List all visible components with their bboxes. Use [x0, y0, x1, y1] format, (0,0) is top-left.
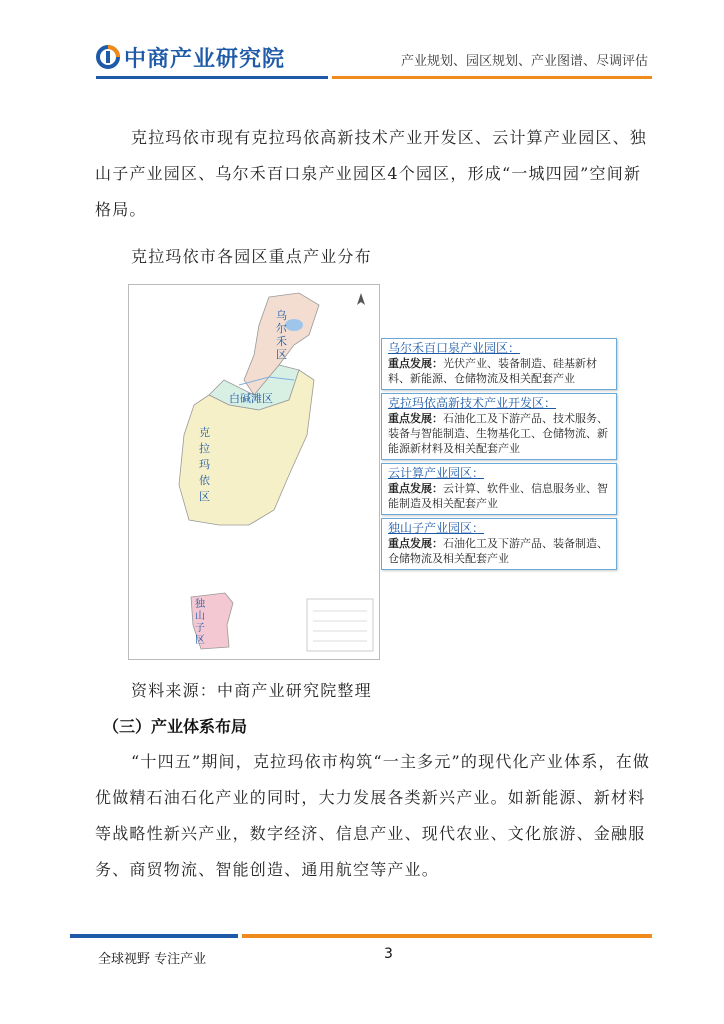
paragraph-parks: 克拉玛依市现有克拉玛依高新技术产业开发区、云计算产业园区、独山子产业园区、乌尔禾百口泉产业园区4个园区，形成“一城四园”空间新格局。 [95, 128, 648, 219]
callout-key: 重点发展： [388, 537, 443, 550]
callout-dushanzi [381, 518, 617, 570]
footer-rule-blue [70, 934, 238, 938]
callout-title: 独山子产业园区： [388, 521, 485, 535]
paragraph-industry-system: “十四五”期间，克拉玛依市构筑“一主多元”的现代化产业体系，在做优做精石油石化产业的同时，大力发展各类新兴产业。如新能源、新材料等战略性新兴产业，数字经济、信息产业、现代农业、文化旅游、金融服务、商贸物流、智能创造、通用航空等产业。 [95, 752, 651, 879]
callout-key: 重点发展： [388, 357, 443, 370]
callout-title: 乌尔禾百口泉产业园区： [388, 341, 521, 355]
callout-cloud [381, 463, 617, 515]
section-heading: （三）产业体系布局 [103, 717, 248, 736]
callout-wuerhe [381, 338, 617, 390]
callout-title: 克拉玛依高新技术产业开发区： [388, 396, 557, 410]
callout-text [388, 481, 610, 511]
callout-key: 重点发展： [388, 482, 443, 495]
header-rule-blue [96, 76, 328, 79]
callout-body: 光伏产业、装备制造、硅基新材料、新能源、仓储物流及相关配套产业 [388, 357, 597, 385]
footer-rule-orange [242, 934, 652, 938]
map-label-baijiantan: 白碱滩区 [229, 392, 273, 405]
callout-body: 石油化工及下游产品、技术服务、装备与智能制造、生物基化工、仓储物流、新能源新材料及相关配套产业 [388, 412, 608, 455]
map-label-dushanzi: 独山子区 [195, 599, 205, 646]
district-map [128, 284, 380, 660]
figure-source: 资料来源：中商产业研究院整理 [131, 681, 372, 700]
logo-icon [96, 45, 120, 69]
callout-title: 云计算产业园区： [388, 466, 485, 480]
footer-slogan: 全球视野 专注产业 [98, 952, 207, 967]
callout-hightech [381, 393, 617, 460]
header-tagline: 产业规划、园区规划、产业图谱、尽调评估 [400, 54, 648, 69]
callout-key: 重点发展： [388, 412, 443, 425]
header-rule-orange [332, 76, 652, 79]
north-arrow-icon [357, 293, 365, 305]
callout-text [388, 536, 610, 566]
page-number: 3 [384, 946, 393, 962]
callout-body: 云计算、软件业、信息服务业、智能制造及相关配套产业 [388, 482, 608, 510]
map-label-kelamayi: 克拉玛依区 [199, 426, 210, 503]
callout-text [388, 411, 610, 456]
callout-body: 石油化工及下游产品、装备制造、仓储物流及相关配套产业 [388, 537, 608, 565]
callout-text [388, 356, 610, 386]
company-logo [96, 44, 285, 70]
map-legend [307, 599, 373, 651]
figure-caption: 克拉玛依市各园区重点产业分布 [131, 247, 372, 266]
logo-text: 中商产业研究院 [124, 46, 286, 72]
park-callouts [381, 338, 617, 573]
map-graphic [129, 285, 379, 659]
map-label-wuerhe: 乌尔禾区 [276, 309, 287, 361]
